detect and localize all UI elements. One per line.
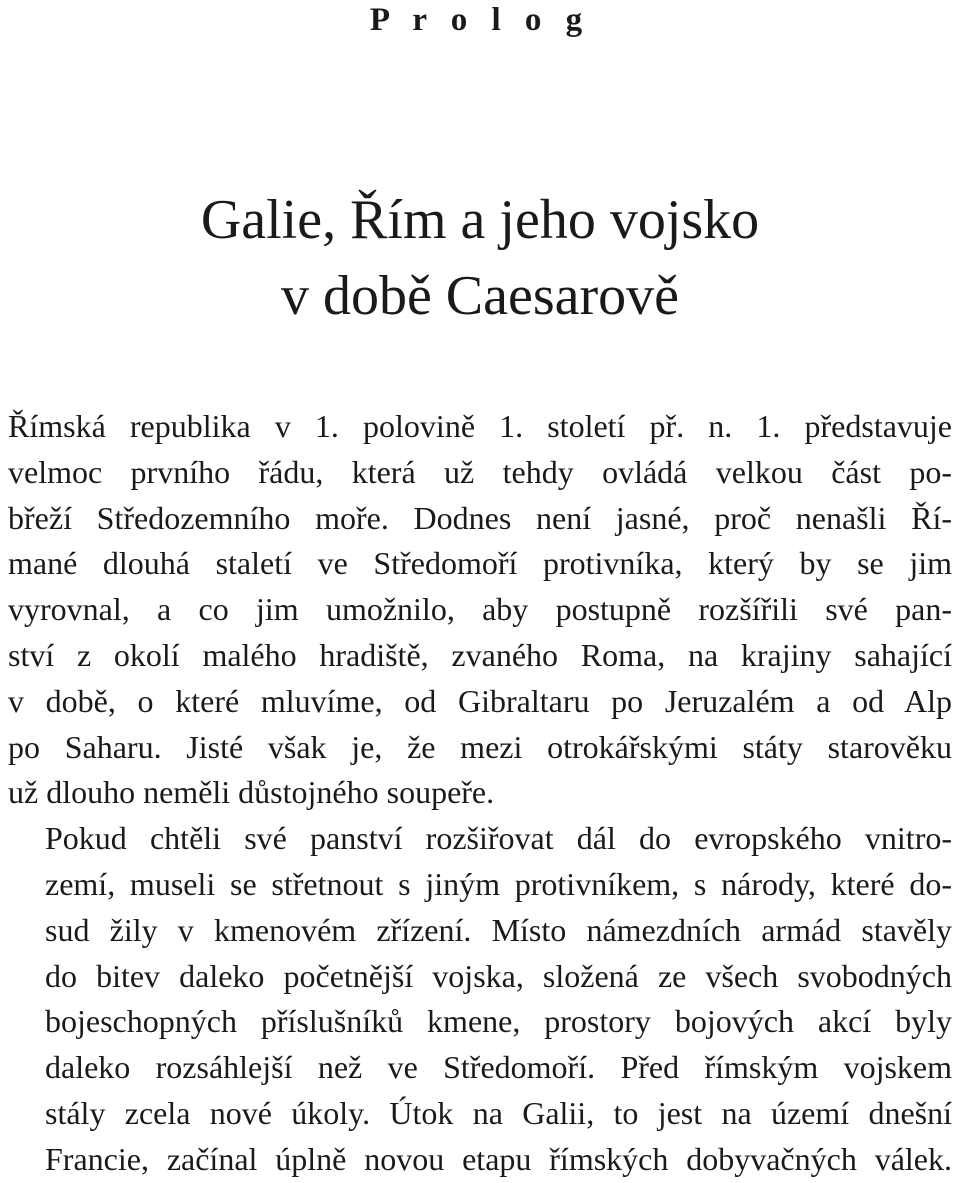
text-line: v době, o které mluvíme, od Gibraltaru po Jeruzalém a od Alp <box>8 682 952 719</box>
text-line: Pokud chtěli své panství rozšiřovat dál do evropského vnitro- <box>45 820 952 857</box>
text-line: velmoc prvního řádu, která už tehdy ovládá velkou část po- <box>8 453 952 490</box>
section-label: P r o l o g <box>369 2 591 38</box>
text-line: po Saharu. Jisté však je, že mezi otrokářskými státy starověku <box>8 728 952 765</box>
body-text <box>8 404 952 1183</box>
text-line: Francie, začínal úplně novou etapu římských dobyvačných válek. <box>45 1140 952 1177</box>
text-line: do bitev daleko početnější vojska, složená ze všech svobodných <box>45 957 952 994</box>
text-line: mané dlouhá staletí ve Středomoří protivníka, který by se jim <box>8 545 952 582</box>
text-line: bojeschopných příslušníků kmene, prostory bojových akcí byly <box>45 1003 952 1040</box>
text-line: zemí, museli se střetnout s jiným protivníkem, s národy, které do- <box>45 865 952 902</box>
text-line: sud žily v kmenovém zřízení. Místo námezdních armád stavěly <box>45 911 952 948</box>
text-line: vyrovnal, a co jim umožnilo, aby postupně rozšířili své pan- <box>8 591 952 628</box>
text-line: daleko rozsáhlejší než ve Středomoří. Před římským vojskem <box>45 1049 952 1086</box>
chapter-title <box>0 182 960 334</box>
chapter-title-line-1: Galie, Řím a jeho vojsko <box>200 189 760 251</box>
text-line: už dlouho neměli důstojného soupeře. <box>8 774 495 811</box>
text-line: břeží Středozemního moře. Dodnes není jasné, proč nenašli Ří- <box>8 499 952 536</box>
text-line: Římská republika v 1. polovině 1. století př. n. 1. představuje <box>8 408 952 444</box>
paragraph-1 <box>8 404 952 816</box>
paragraph-2 <box>8 816 952 1182</box>
text-line: ství z okolí malého hradiště, zvaného Roma, na krajiny sahající <box>8 636 952 673</box>
chapter-title-line-2: v době Caesarově <box>280 265 680 327</box>
text-line: stály zcela nové úkoly. Útok na Galii, to jest na území dnešní <box>45 1094 952 1131</box>
